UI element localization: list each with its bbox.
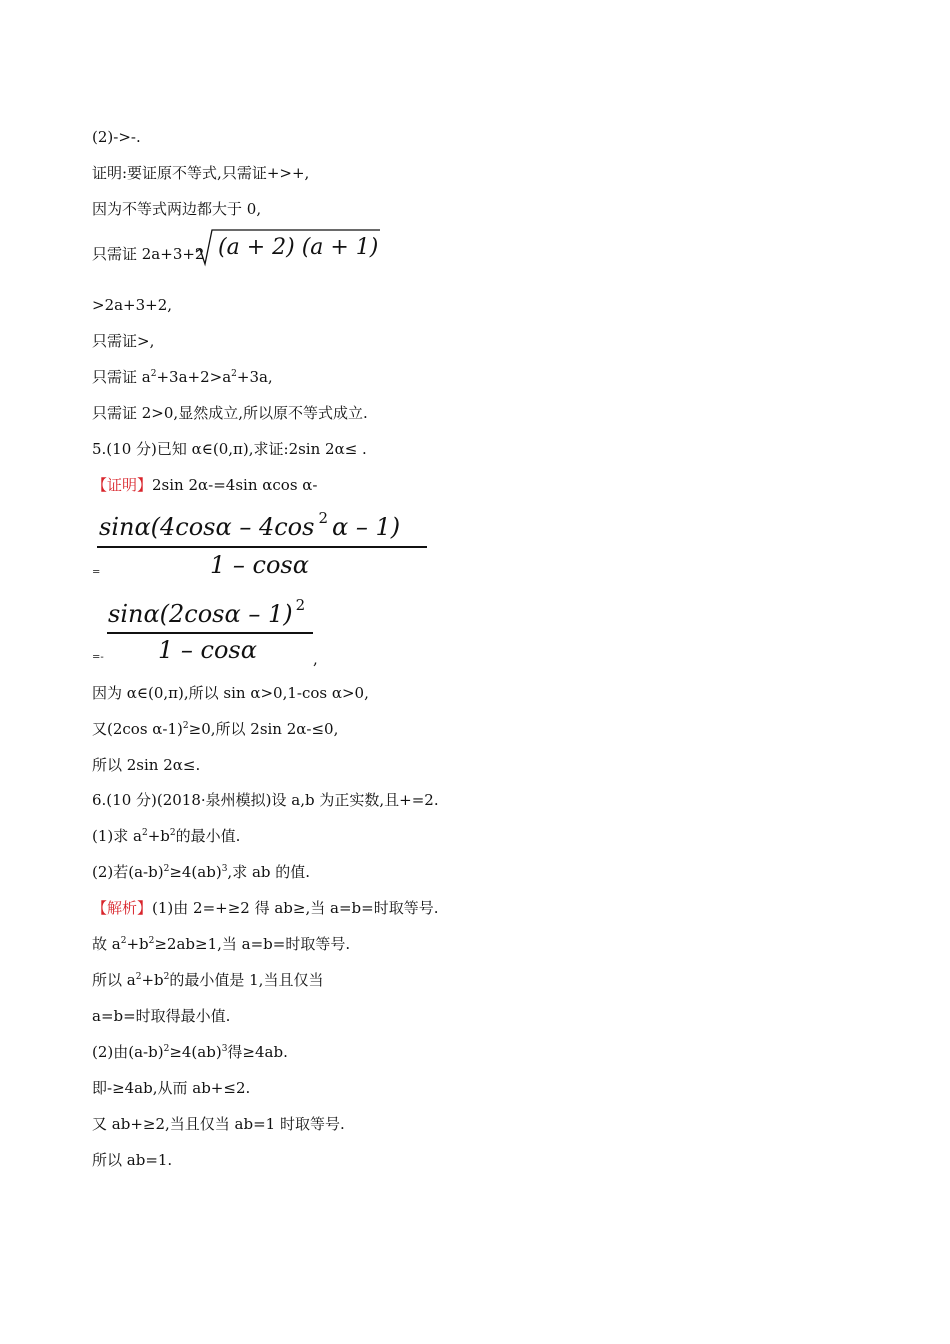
fraction-numerator [108, 596, 305, 628]
text-line [92, 898, 438, 918]
text-segment: ≥4(ab) [169, 1043, 222, 1061]
text-line [92, 934, 350, 954]
text-line: 即-≥4ab,从而 ab+≤2. [92, 1079, 251, 1097]
text-segment: ≥4(ab) [169, 863, 222, 881]
sqrt-expression [194, 226, 384, 270]
text-line: 因为不等式两边都大于 0, [92, 200, 262, 218]
superscript: 3 [221, 864, 228, 874]
text-line [92, 1042, 288, 1062]
superscript: 2 [135, 972, 142, 982]
text-segment: (1)由 2=+≥2 得 ab≥,当 a=b=时取等号. [152, 899, 439, 917]
text-line: 所以 2sin 2α≤. [92, 756, 201, 774]
text-line: (2)->-. [92, 128, 141, 146]
superscript: 2 [231, 369, 237, 379]
text-line: 只需证 2>0,显然成立,所以原不等式成立. [92, 404, 368, 422]
superscript: 2 [163, 1044, 170, 1054]
text-line: 只需证 2a+3+2 [92, 245, 205, 263]
analysis-tag: 【解析】 [92, 899, 153, 917]
math-superscript: 2 [318, 509, 328, 527]
text-line [92, 475, 317, 495]
text-segment: (2)由(a-b) [92, 1043, 164, 1061]
text-segment: 又(2cos α-1) [92, 720, 183, 738]
text-segment: 的最小值是 1,当且仅当 [169, 971, 324, 989]
equals-sign: = [92, 567, 101, 578]
text-segment: ,求 ab 的值. [227, 863, 311, 881]
superscript: 2 [182, 721, 189, 731]
superscript: 2 [120, 936, 127, 946]
text-line [92, 367, 273, 387]
text-segment: +3a+2>a [156, 368, 232, 386]
text-line [92, 719, 338, 739]
comma: , [313, 650, 318, 668]
text-segment: ≥0,所以 2sin 2α-≤0, [188, 720, 339, 738]
math-segment: α – 1) [331, 513, 401, 541]
text-segment: 故 a [92, 935, 121, 953]
superscript: 2 [141, 828, 148, 838]
proof-tag: 【证明】 [92, 476, 153, 494]
text-segment: +b [147, 827, 170, 845]
math-segment: sinα(4cosα – 4cos [99, 513, 315, 541]
text-segment: ≥2ab≥1,当 a=b=时取等号. [154, 935, 351, 953]
text-segment: +b [141, 971, 164, 989]
text-line: 只需证>, [92, 332, 155, 350]
math-superscript: 2 [295, 596, 306, 614]
text-segment: 2sin 2α-=4sin αcos α- [152, 476, 318, 494]
superscript: 2 [163, 972, 170, 982]
text-line [92, 826, 240, 846]
text-line: 证明:要证原不等式,只需证+>+, [92, 164, 310, 182]
text-segment: 的最小值. [175, 827, 241, 845]
text-segment: 所以 a [92, 971, 136, 989]
text-line: 又 ab+≥2,当且仅当 ab=1 时取等号. [92, 1115, 345, 1133]
superscript: 2 [150, 369, 157, 379]
superscript: 3 [221, 1044, 228, 1054]
problem-6: 6.(10 分)(2018·泉州模拟)设 a,b 为正实数,且+=2. [92, 791, 439, 809]
text-segment: (2)若(a-b) [92, 863, 164, 881]
text-line [92, 862, 310, 882]
text-segment: +b [126, 935, 149, 953]
fraction-2 [92, 590, 337, 670]
math-segment: sinα(2cosα – 1) [108, 600, 293, 628]
superscript: 2 [169, 828, 176, 838]
fraction-denominator: 1 – cosα [158, 636, 257, 664]
text-line [92, 970, 323, 990]
text-segment: (1)求 a [92, 827, 142, 845]
sqrt-radicand: (a + 2) (a + 1) [218, 235, 379, 260]
text-line: 因为 α∈(0,π),所以 sin α>0,1-cos α>0, [92, 684, 369, 702]
fraction-numerator [99, 509, 400, 541]
text-line: 所以 ab=1. [92, 1151, 173, 1169]
fraction-1 [92, 505, 437, 585]
fraction-bar [107, 632, 313, 634]
equals-sign: =- [92, 652, 104, 663]
text-line: >2a+3+2, [92, 296, 173, 314]
superscript: 2 [148, 936, 155, 946]
text-segment: +3a, [236, 368, 273, 386]
text-segment: 只需证 a [92, 368, 151, 386]
text-line: a=b=时取得最小值. [92, 1007, 231, 1025]
fraction-bar [97, 546, 427, 548]
superscript: 2 [163, 864, 170, 874]
text-segment: 得≥4ab. [227, 1043, 288, 1061]
fraction-denominator: 1 – cosα [210, 551, 309, 579]
problem-5: 5.(10 分)已知 α∈(0,π),求证:2sin 2α≤ . [92, 440, 367, 458]
